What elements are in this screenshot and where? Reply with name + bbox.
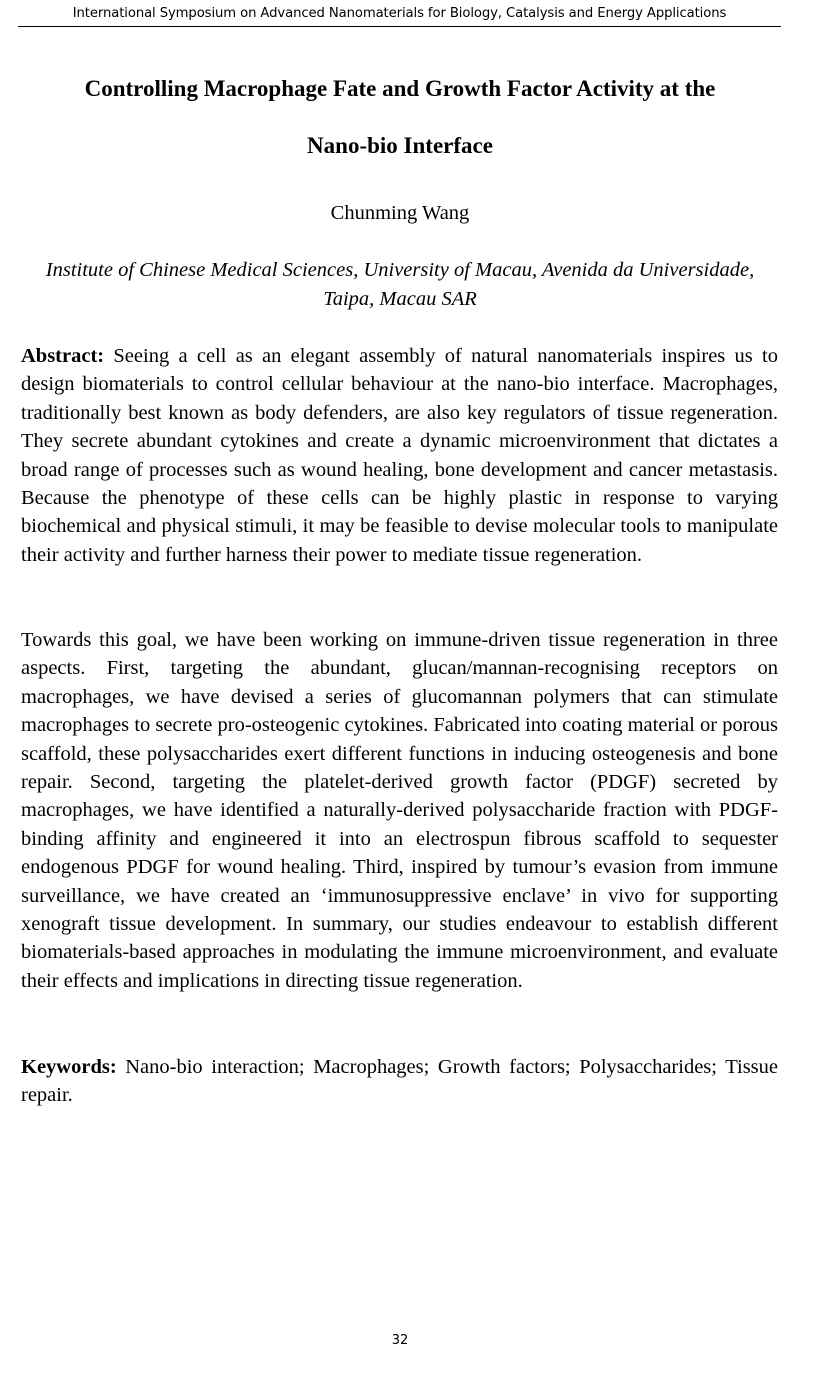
page-number: 32 xyxy=(391,1333,409,1348)
affiliation-line-2: Taipa, Macau SAR xyxy=(323,288,477,310)
paper-affiliation xyxy=(20,256,780,314)
keywords-label: Keywords: xyxy=(21,1056,117,1078)
keywords-text: Nano-bio interaction; Macrophages; Growth factors; Polysaccharides; Tissue repair. xyxy=(21,1056,778,1107)
abstract-label: Abstract: xyxy=(21,345,105,367)
abstract-text: Seeing a cell as an elegant assembly of natural nanomaterials inspires us to design biomaterials to control cellular behaviour at the nano-bio interface. Macrophages, traditionally best known as body defenders, are also key regulators of tissue regeneration. They secrete abundant cytokines and create a dynamic microenvironment that dictates a broad range of processes such as wound healing, bone development and cancer metastasis. Because the phenotype of these cells can be highly plastic in response to varying biochemical and physical stimuli, it may be feasible to devise molecular tools to manipulate their activity and further harness their power to mediate tissue regeneration. xyxy=(21,345,779,566)
affiliation-line-1: Institute of Chinese Medical Sciences, University of Macau, Avenida da Universidade, xyxy=(45,259,755,281)
body-paragraph: Towards this goal, we have been working on immune-driven tissue regeneration in three aspects. First, targeting the abundant, glucan/mannan-recognising receptors on macrophages, we have devised a series of glucomannan polymers that can stimulate macrophages to secrete pro-osteogenic cytokines. Fabricated into coating material or porous scaffold, these polysaccharides exert different functions in inducing osteogenesis and bone repair. Second, targeting the platelet-derived growth factor (PDGF) secreted by macrophages, we have identified a naturally-derived polysaccharide fraction with PDGF-binding affinity and engineered it into an electrospun fibrous scaffold to sequester endogenous PDGF for wound healing. Third, inspired by tumour’s evasion from immune surveillance, we have created an ‘immunosuppressive enclave’ in vivo for supporting xenograft tissue development. In summary, our studies endeavour to establish different biomaterials-based approaches in modulating the immune microenvironment, and evaluate their effects and implications in directing tissue regeneration. xyxy=(21,629,778,992)
keywords-paragraph xyxy=(21,1053,778,1110)
paper-title-line-1: Controlling Macrophage Fate and Growth Factor Activity at the xyxy=(84,76,716,101)
abstract-paragraph xyxy=(21,342,778,569)
paper-title-line-2: Nano-bio Interface xyxy=(307,133,493,158)
paper-title xyxy=(20,60,780,174)
running-header: International Symposium on Advanced Nanomaterials for Biology, Catalysis and Energy Applications xyxy=(18,4,781,27)
paper-author: Chunming Wang xyxy=(330,202,470,224)
